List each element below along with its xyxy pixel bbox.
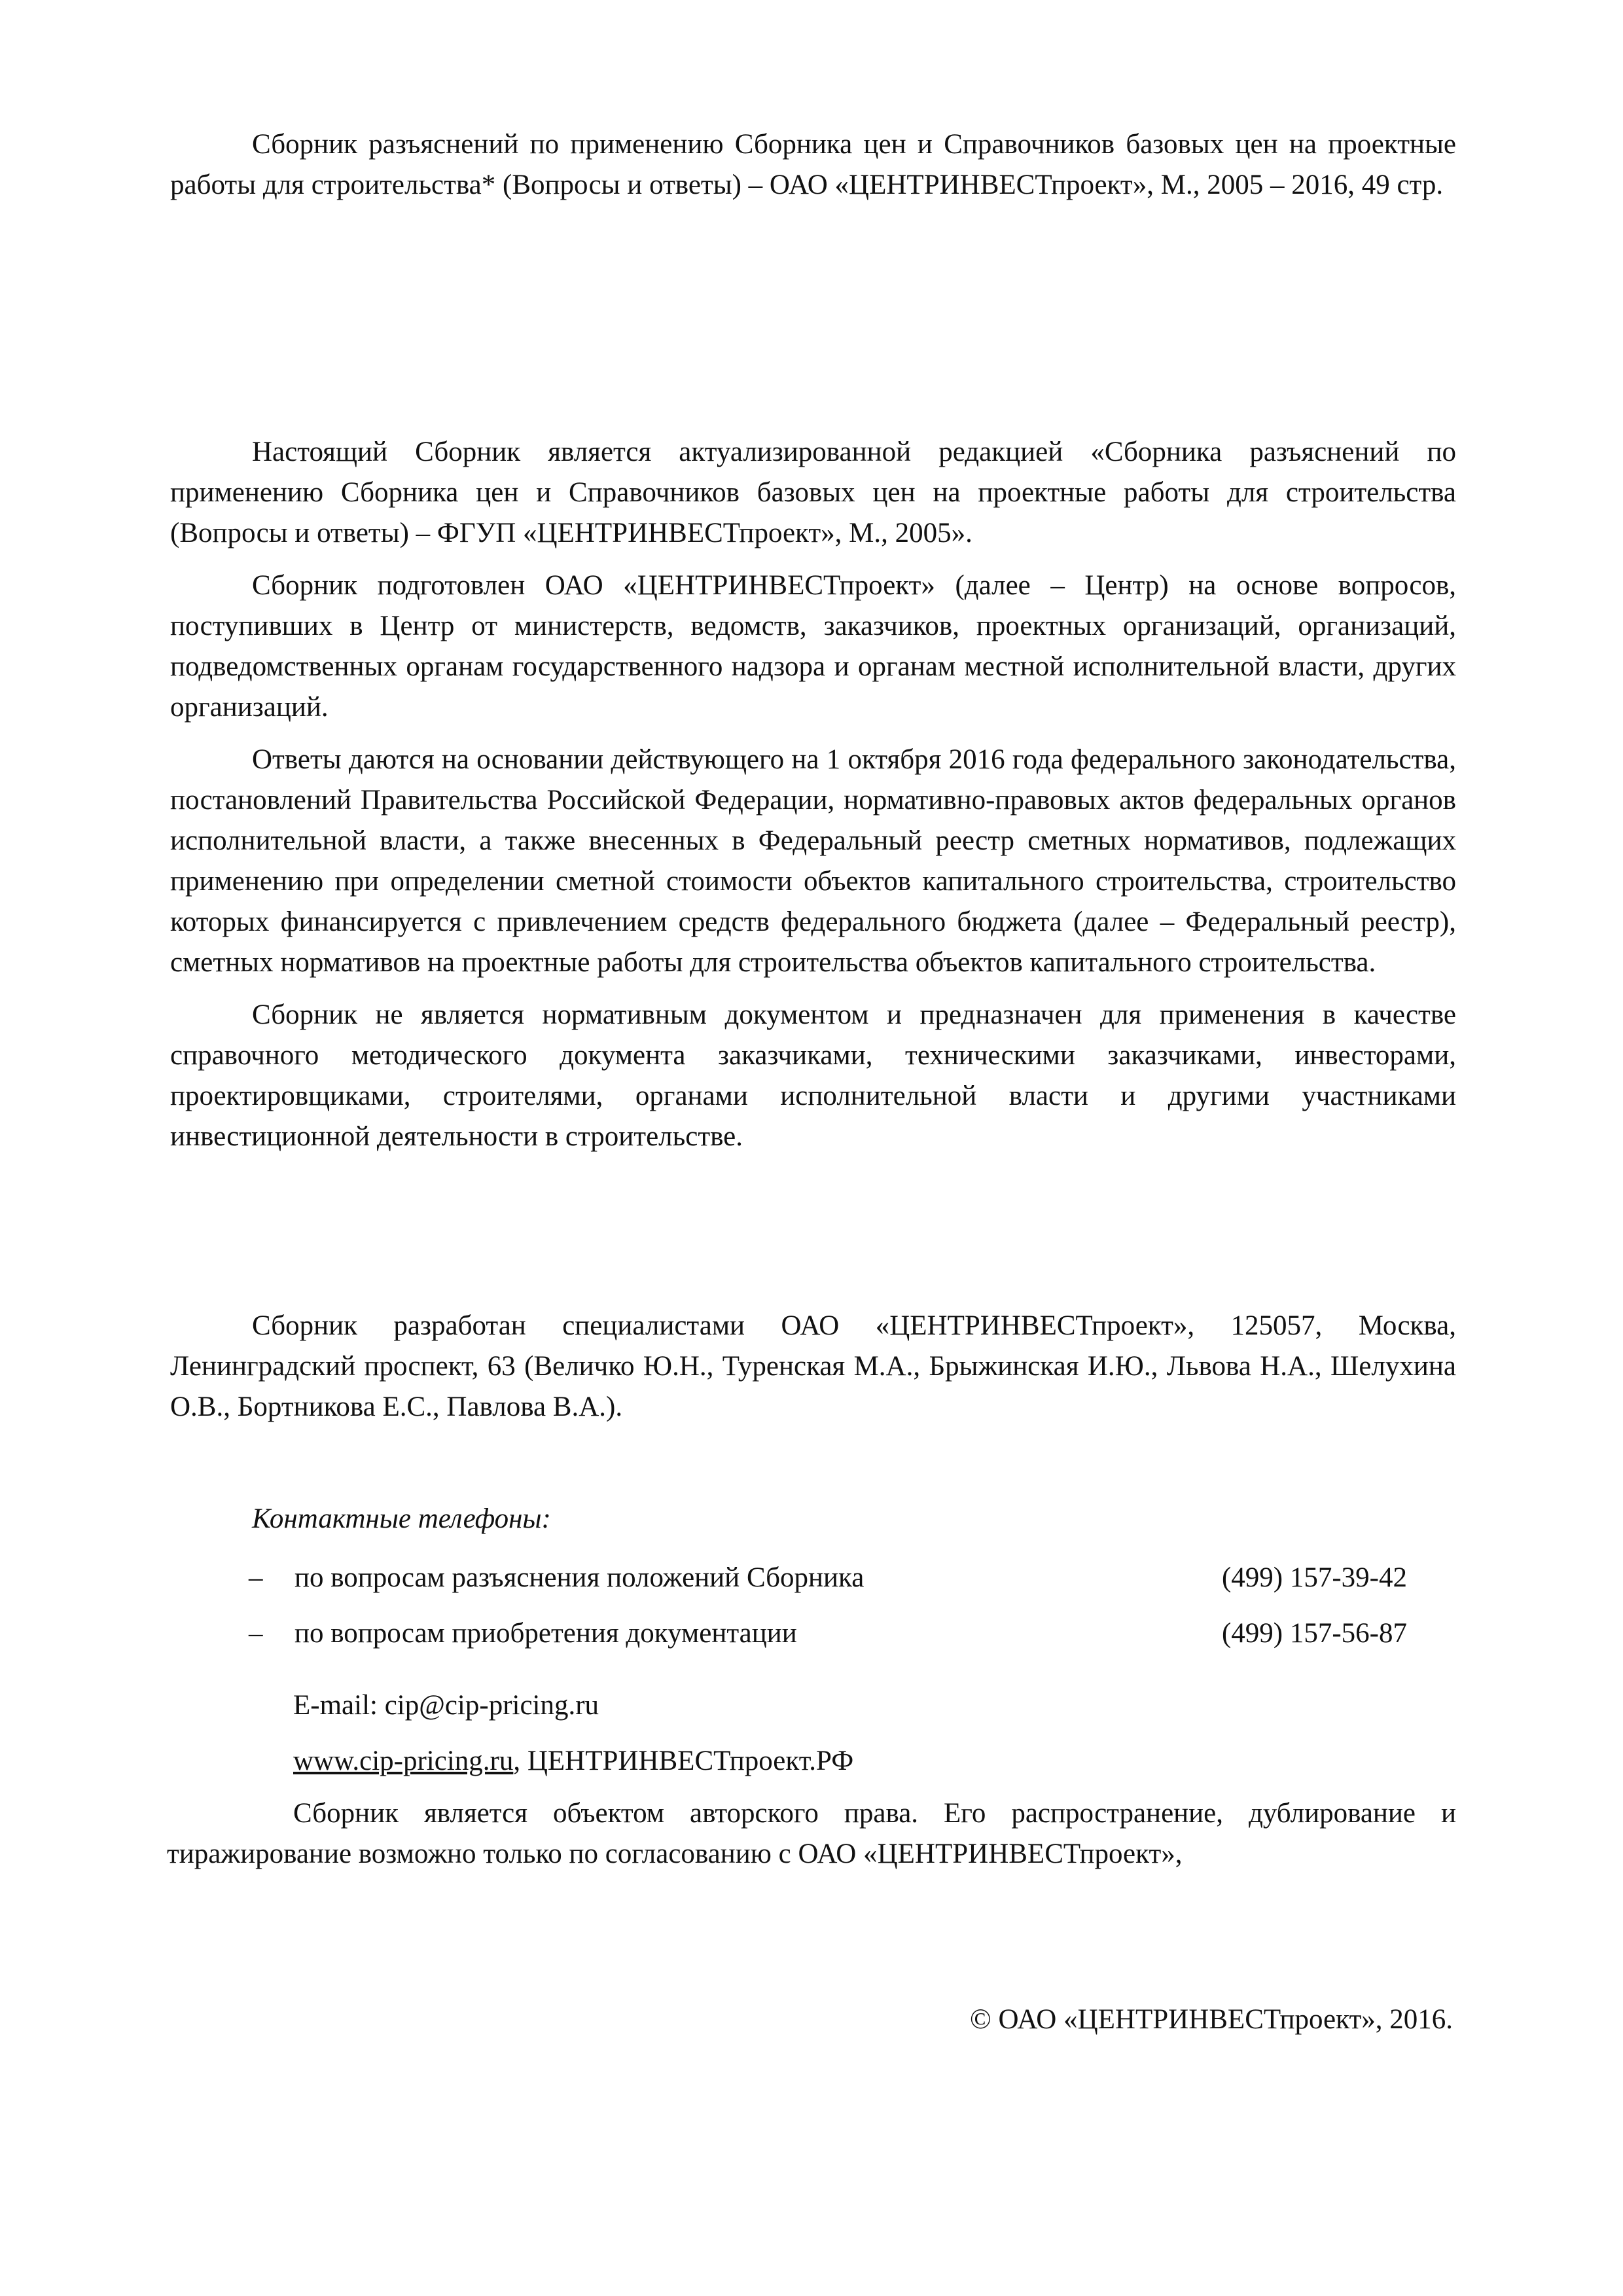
contacts-heading: Контактные телефоны: xyxy=(252,1503,551,1534)
contact-row xyxy=(249,1613,1407,1654)
authors-section xyxy=(170,1306,1456,1439)
contact-label: по вопросам разъяснения положений Сборника xyxy=(294,1562,865,1593)
intro-paragraph-3: Ответы даются на основании действующего на 1 октября 2016 года федерального законодательства, постановлений Правительства Российской Федерации, нормативно-правовых актов федеральных органов исполнительной власти, а также внесенных в Федеральный реестр сметных нормативов, подлежащих применению при определении сметной стоимости объектов капитального строительства, строительство которых финансируется с привлечением средств федерального бюджета (далее – Федеральный реестр), сметных нормативов на проектные работы для строительства объектов капитального строительства. xyxy=(170,744,1456,978)
contact-phone: (499) 157-39-42 xyxy=(1221,1562,1407,1593)
contact-phone: (499) 157-56-87 xyxy=(1221,1618,1407,1649)
contact-label: по вопросам приобретения документации xyxy=(294,1618,797,1649)
intro-paragraph-1: Настоящий Сборник является актуализированной редакцией «Сборника разъяснений по применению Сборника цен и Справочников базовых цен на проектные работы для строительства (Вопросы и ответы) – ФГУП «ЦЕНТРИНВЕСТпроект», М., 2005». xyxy=(170,437,1456,548)
document-title: Сборник разъяснений по применению Сборника цен и Справочников базовых цен на проектные работы для строительства* (Вопросы и ответы) – ОАО «ЦЕНТРИНВЕСТпроект», М., 2005 – 2016, 49 стр. xyxy=(170,129,1456,200)
website-line xyxy=(293,1741,853,1782)
document-title-block xyxy=(170,124,1456,217)
email-line: E-mail: cip@cip-pricing.ru xyxy=(293,1690,599,1721)
intro-paragraph-4: Сборник не является нормативным документом и предназначен для применения в качестве справочного методического документа заказчиками, техническими заказчиками, инвесторами, проектировщиками, строителями, органами исполнительной власти и другими участниками инвестиционной деятельности в строительстве. xyxy=(170,999,1456,1152)
intro-section xyxy=(170,432,1456,1169)
website-link[interactable]: www.cip-pricing.ru xyxy=(293,1746,514,1776)
contact-dash: – xyxy=(249,1562,263,1593)
contact-row xyxy=(249,1558,1407,1598)
website-suffix: , ЦЕНТРИНВЕСТпроект.РФ xyxy=(513,1746,854,1776)
footer-copyright: © ОАО «ЦЕНТРИНВЕСТпроект», 2016. xyxy=(970,2004,1453,2035)
copyright-notice: Сборник является объектом авторского права. Его распространение, дублирование и тиражирование возможно только по согласованию с ОАО «ЦЕНТРИНВЕСТпроект», xyxy=(167,1798,1456,1869)
authors-paragraph: Сборник разработан специалистами ОАО «ЦЕНТРИНВЕСТпроект», 125057, Москва, Ленинградский проспект, 63 (Величко Ю.Н., Туренская М.А., Брыжинская И.Ю., Львова Н.А., Шелухина О.В., Бортникова Е.С., Павлова В.А.). xyxy=(170,1310,1456,1422)
contact-dash: – xyxy=(249,1618,263,1649)
intro-paragraph-2: Сборник подготовлен ОАО «ЦЕНТРИНВЕСТпроект» (далее – Центр) на основе вопросов, поступивших в Центр от министерств, ведомств, заказчиков, проектных организаций, организаций, подведомственных органам государственного надзора и органам местной исполнительной власти, других организаций. xyxy=(170,570,1456,723)
